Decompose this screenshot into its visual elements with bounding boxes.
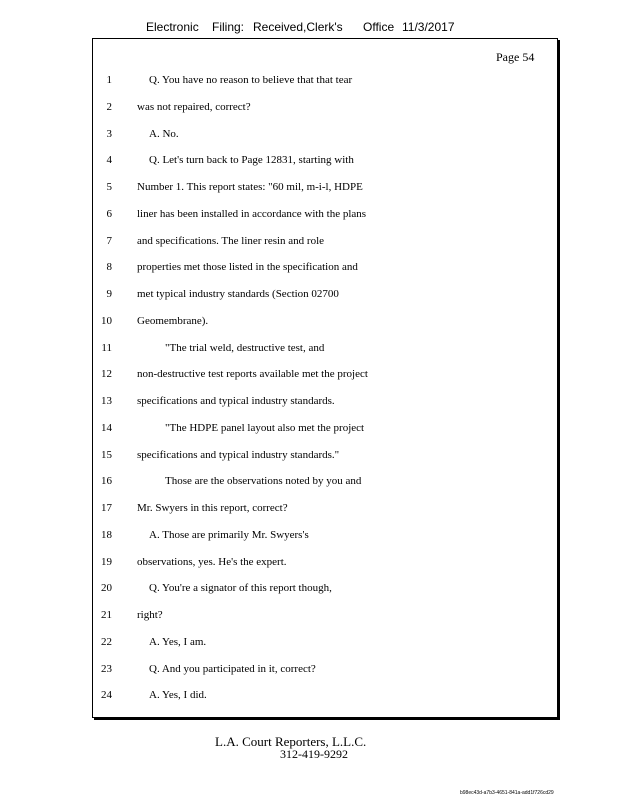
- line-number: 16: [101, 475, 112, 488]
- line-text: and specifications. The liner resin and role: [137, 234, 325, 247]
- line-text: A. Those are primarily Mr. Swyers's: [149, 528, 309, 541]
- line-text: "The trial weld, destructive test, and: [165, 341, 325, 354]
- page-number: Page 54: [496, 50, 535, 64]
- footer-company: L.A. Court Reporters, L.L.C.: [215, 734, 367, 749]
- footer-phone: 312-419-9292: [280, 747, 348, 761]
- line-text: non-destructive test reports available met the project: [137, 368, 368, 381]
- line-text: Those are the observations noted by you and: [165, 475, 362, 488]
- line-text: observations, yes. He's the expert.: [137, 555, 287, 568]
- line-number: 19: [101, 555, 112, 568]
- line-number: 17: [101, 502, 112, 514]
- line-text: A. Yes, I did.: [149, 689, 207, 702]
- line-number: 18: [101, 528, 112, 541]
- line-text: properties met those listed in the specification and: [137, 261, 358, 274]
- header-date: 11/3/2017: [402, 20, 455, 34]
- line-number: 9: [106, 288, 112, 300]
- line-number: 21: [101, 609, 112, 621]
- line-number: 12: [101, 368, 112, 381]
- line-text: Q. You're a signator of this report though,: [149, 582, 332, 595]
- line-text: Q. You have no reason to believe that that tear: [149, 74, 353, 86]
- line-number: 14: [101, 421, 112, 434]
- line-text: Geomembrane).: [137, 314, 209, 327]
- line-number: 10: [101, 314, 112, 327]
- document-id: b98ec43d-a7b3-4651-841a-add1f726cd29: [460, 790, 554, 796]
- line-number: 20: [101, 582, 112, 595]
- line-number: 23: [101, 662, 112, 675]
- line-text: Q. Let's turn back to Page 12831, starting with: [149, 154, 354, 167]
- line-text: A. No.: [149, 127, 179, 140]
- line-text: "The HDPE panel layout also met the project: [165, 421, 365, 434]
- header-electronic: Electronic: [146, 20, 199, 34]
- line-text: right?: [137, 609, 163, 621]
- line-number: 7: [106, 234, 112, 247]
- line-text: liner has been installed in accordance with the plans: [137, 207, 367, 220]
- line-number: 15: [101, 448, 112, 461]
- line-number: 3: [106, 127, 112, 140]
- line-text: Number 1. This report states: "60 mil, m-i-l, HDPE: [137, 181, 363, 193]
- header-received: Received,Clerk's: [253, 20, 343, 34]
- line-number: 4: [106, 154, 112, 167]
- line-number: 11: [101, 341, 112, 354]
- line-number: 13: [101, 395, 112, 407]
- line-number: 6: [106, 207, 112, 220]
- line-text: specifications and typical industry standards.": [137, 448, 340, 461]
- line-text: Q. And you participated in it, correct?: [149, 662, 316, 675]
- line-number: 8: [106, 261, 112, 274]
- line-text: A. Yes, I am.: [149, 635, 207, 648]
- header-office: Office: [363, 20, 395, 34]
- line-text: was not repaired, correct?: [137, 100, 251, 113]
- line-text: Mr. Swyers in this report, correct?: [137, 502, 288, 514]
- line-number: 2: [106, 100, 112, 113]
- line-number: 24: [101, 689, 112, 702]
- header-filing: Filing:: [212, 20, 245, 34]
- line-text: specifications and typical industry standards.: [137, 395, 335, 407]
- line-text: met typical industry standards (Section 02700: [137, 288, 339, 300]
- line-number: 22: [101, 635, 112, 648]
- line-number: 1: [106, 74, 112, 86]
- line-number: 5: [106, 181, 112, 193]
